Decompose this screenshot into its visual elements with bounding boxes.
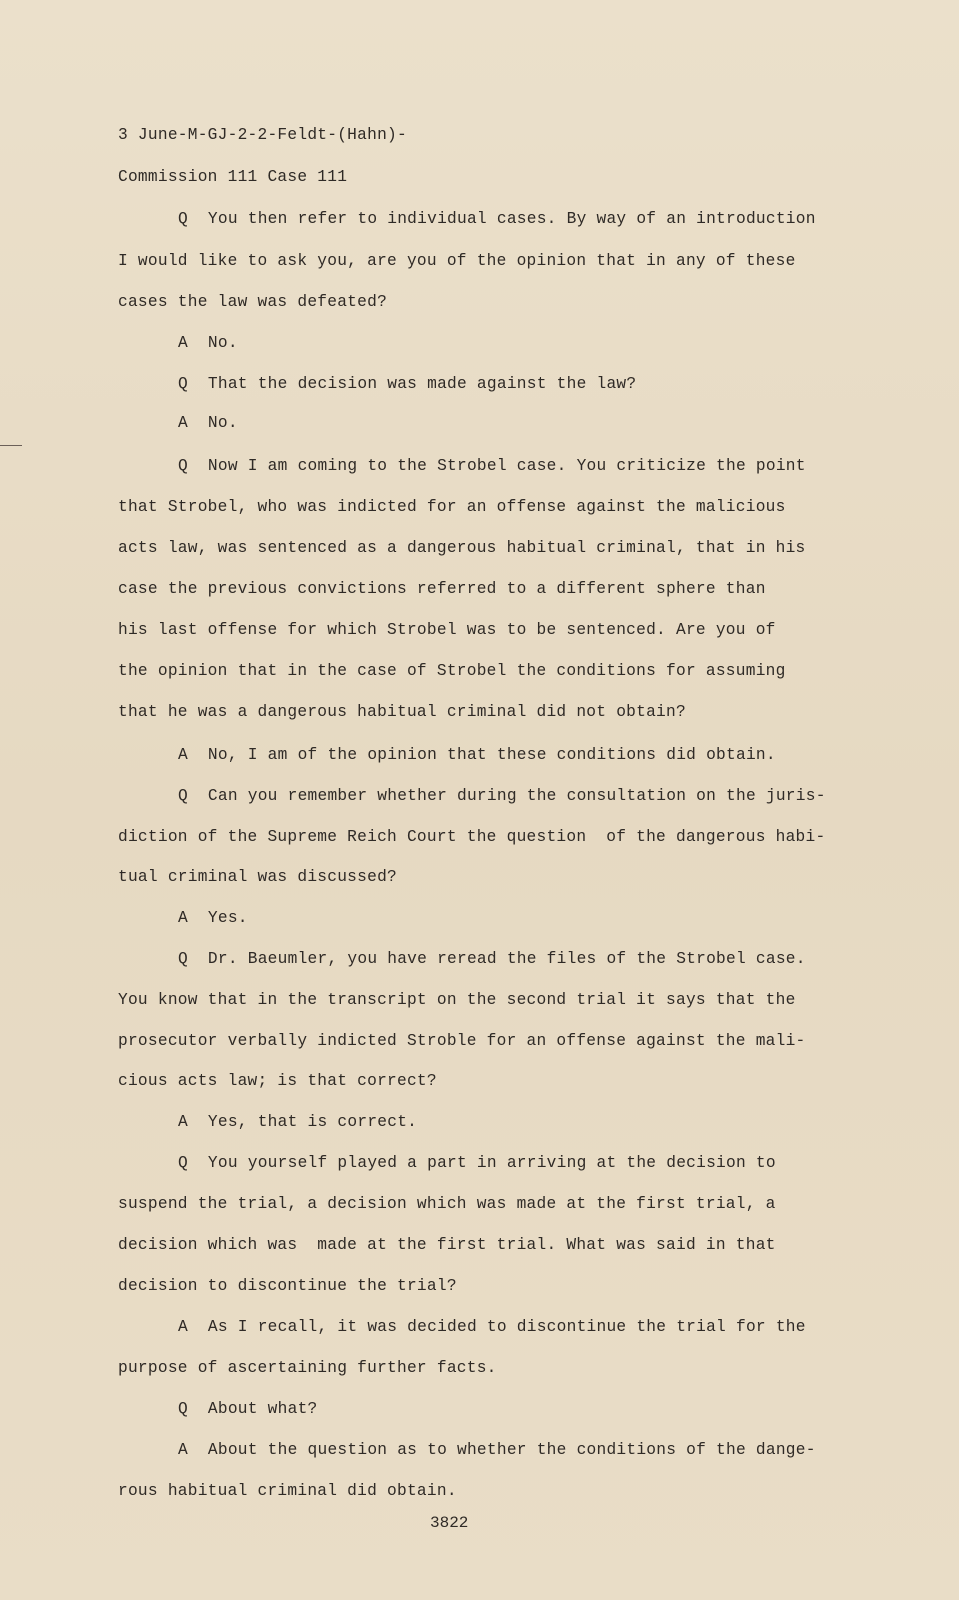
body-line-3: A No.	[178, 334, 238, 352]
body-line-6: Q Now I am coming to the Strobel case. You criticize the point	[178, 457, 806, 475]
body-line-20: prosecutor verbally indicted Stroble for an offense against the mali-	[118, 1032, 806, 1050]
body-line-14: Q Can you remember whether during the consultation on the juris-	[178, 787, 826, 805]
body-line-24: suspend the trial, a decision which was made at the first trial, a	[118, 1195, 776, 1213]
body-line-1: I would like to ask you, are you of the opinion that in any of these	[118, 252, 796, 270]
header-line-1: 3 June-M-GJ-2-2-Feldt-(Hahn)-	[118, 126, 407, 144]
body-line-7: that Strobel, who was indicted for an offense against the malicious	[118, 498, 786, 516]
body-line-25: decision which was made at the first trial. What was said in that	[118, 1236, 776, 1254]
body-line-26: decision to discontinue the trial?	[118, 1277, 457, 1295]
body-line-9: case the previous convictions referred to a different sphere than	[118, 580, 766, 598]
body-line-5: A No.	[178, 414, 238, 432]
margin-mark	[0, 445, 22, 446]
body-line-21: cious acts law; is that correct?	[118, 1072, 437, 1090]
body-line-28: purpose of ascertaining further facts.	[118, 1359, 497, 1377]
body-line-8: acts law, was sentenced as a dangerous habitual criminal, that in his	[118, 539, 806, 557]
body-line-10: his last offense for which Strobel was to be sentenced. Are you of	[118, 621, 776, 639]
body-line-18: Q Dr. Baeumler, you have reread the files of the Strobel case.	[178, 950, 806, 968]
body-line-13: A No, I am of the opinion that these conditions did obtain.	[178, 746, 776, 764]
body-line-17: A Yes.	[178, 909, 248, 927]
page-number: 3822	[430, 1514, 469, 1532]
body-line-2: cases the law was defeated?	[118, 293, 388, 311]
header-line-2: Commission 111 Case 111	[118, 168, 348, 186]
body-line-31: rous habitual criminal did obtain.	[118, 1482, 457, 1500]
body-line-15: diction of the Supreme Reich Court the question of the dangerous habi-	[118, 828, 826, 846]
body-line-16: tual criminal was discussed?	[118, 868, 397, 886]
body-line-11: the opinion that in the case of Strobel the conditions for assuming	[118, 662, 786, 680]
body-line-19: You know that in the transcript on the second trial it says that the	[118, 991, 796, 1009]
body-line-4: Q That the decision was made against the law?	[178, 375, 637, 393]
body-line-22: A Yes, that is correct.	[178, 1113, 418, 1131]
body-line-29: Q About what?	[178, 1400, 318, 1418]
body-line-0: Q You then refer to individual cases. By way of an introduction	[178, 210, 816, 228]
body-line-23: Q You yourself played a part in arriving at the decision to	[178, 1154, 776, 1172]
body-line-27: A As I recall, it was decided to discontinue the trial for the	[178, 1318, 806, 1336]
body-line-30: A About the question as to whether the conditions of the dange-	[178, 1441, 816, 1459]
body-line-12: that he was a dangerous habitual criminal did not obtain?	[118, 703, 686, 721]
